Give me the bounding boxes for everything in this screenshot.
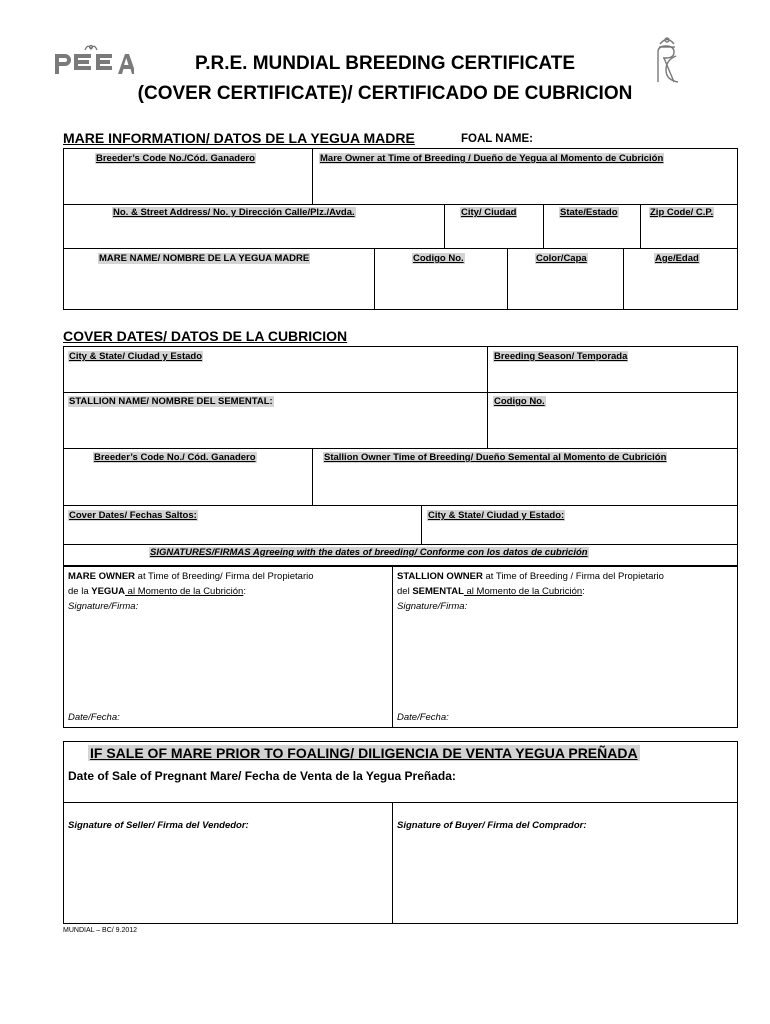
- stallion-codigo-label: Codigo No.: [494, 396, 545, 407]
- mare-owner-label: Mare Owner at Time of Breeding / Dueño de Yegua al Momento de Cubrición: [320, 153, 664, 164]
- cover-city-state-label: City & State/ Ciudad y Estado: [69, 351, 203, 362]
- foal-name-label: FOAL NAME:: [461, 133, 533, 145]
- date-of-sale-label: Date of Sale of Pregnant Mare/ Fecha de Venta de la Yegua Preñada:: [68, 769, 456, 783]
- color-label: Color/Capa: [536, 253, 587, 264]
- document-title-line2: (COVER CERTIFICATE)/ CERTIFICADO DE CUBRICION: [137, 83, 633, 104]
- cover-city-state2-label: City & State/ Ciudad y Estado:: [428, 510, 565, 521]
- age-label: Age/Edad: [655, 253, 699, 264]
- document-title-line1: P.R.E. MUNDIAL BREEDING CERTIFICATE: [194, 53, 576, 74]
- breeding-season-label: Breeding Season/ Temporada: [494, 351, 628, 362]
- state-label: State/Estado: [560, 207, 618, 218]
- mare-breeder-code-label: Breeder’s Code No./Cód. Ganadero: [96, 153, 255, 164]
- cover-dates-label: Cover Dates/ Fechas Saltos:: [69, 510, 197, 521]
- stallion-breeder-code-label: Breeder’s Code No./ Cód. Ganadero: [94, 452, 256, 463]
- mare-section-heading: MARE INFORMATION/ DATOS DE LA YEGUA MADRE: [63, 130, 415, 146]
- mare-name-label: MARE NAME/ NOMBRE DE LA YEGUA MADRE: [99, 253, 310, 264]
- zip-code-label: Zip Code/ C.P.: [650, 207, 714, 218]
- stallion-owner-signature-label: Signature/Firma:: [397, 601, 468, 612]
- city-label: City/ Ciudad: [461, 207, 517, 218]
- sale-section-heading: IF SALE OF MARE PRIOR TO FOALING/ DILIGENCIA DE VENTA YEGUA PREÑADA: [90, 745, 638, 761]
- stallion-owner-label: Stallion Owner Time of Breeding/ Dueño Semental al Momento de Cubrición: [324, 452, 667, 463]
- mare-owner-signature-label: Signature/Firma:: [68, 601, 139, 612]
- mare-owner-signature-line2: de la YEGUA al Momento de la Cubrición:: [68, 586, 246, 597]
- stallion-owner-date-label: Date/Fecha:: [397, 712, 449, 723]
- stallion-owner-signature-line2: del SEMENTAL al Momento de la Cubrición:: [397, 586, 585, 597]
- seller-signature-label: Signature of Seller/ Firma del Vendedor:: [68, 820, 249, 831]
- stallion-owner-signature-line1: STALLION OWNER at Time of Breeding / Firma del Propietario: [397, 571, 664, 582]
- street-address-label: No. & Street Address/ No. y Dirección Calle/Plz./Avda.: [113, 207, 355, 218]
- mare-codigo-label: Codigo No.: [413, 253, 464, 264]
- signatures-heading: SIGNATURES/FIRMAS Agreeing with the dates of breeding/ Conforme con los datos de cubrición: [150, 547, 588, 558]
- buyer-signature-label: Signature of Buyer/ Firma del Comprador:: [397, 820, 587, 831]
- mare-info-table: [63, 148, 738, 310]
- cover-section-heading: COVER DATES/ DATOS DE LA CUBRICION: [63, 328, 348, 344]
- form-code-footer: MUNDIAL – BC/ 9.2012: [63, 927, 138, 934]
- stallion-name-label: STALLION NAME/ NOMBRE DEL SEMENTAL:: [69, 396, 273, 407]
- mare-owner-date-label: Date/Fecha:: [68, 712, 120, 723]
- mare-owner-signature-line1: MARE OWNER at Time of Breeding/ Firma del Propietario: [68, 571, 314, 582]
